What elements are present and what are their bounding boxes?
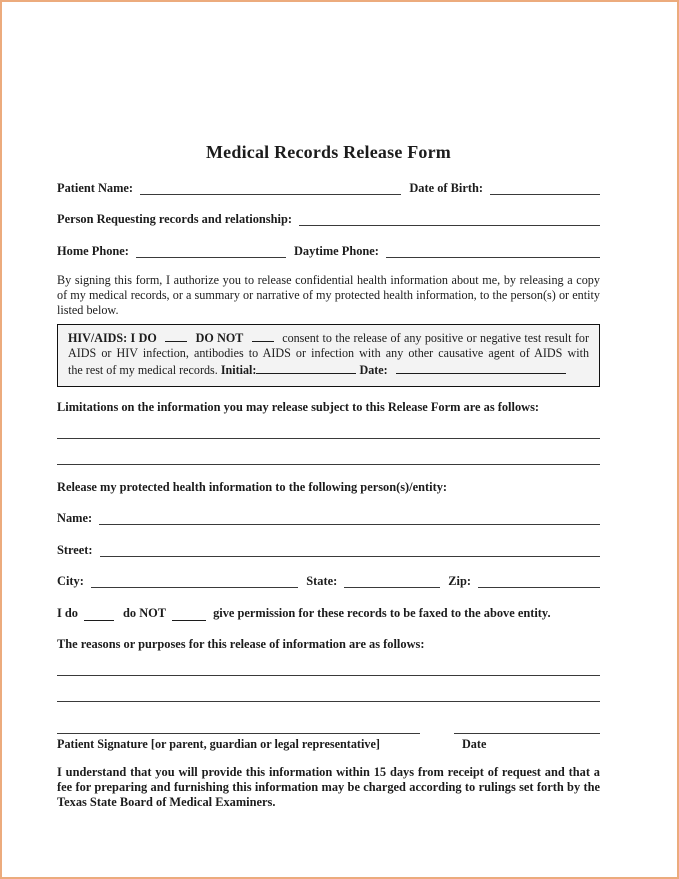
fax-do-not-label: do NOT (123, 605, 167, 620)
fax-permission-row (57, 606, 600, 621)
hiv-date-label: Date: (359, 362, 388, 377)
reasons-blank-line-1[interactable] (57, 675, 600, 676)
hiv-do-not-label: DO NOT (195, 330, 244, 345)
limitations-blank-line-2[interactable] (57, 464, 600, 465)
recipient-city-blank[interactable] (91, 575, 298, 588)
signature-blank-line[interactable] (57, 733, 420, 734)
recipient-city-state-zip-row (57, 574, 600, 589)
hiv-date-blank[interactable] (396, 362, 566, 374)
home-phone-label: Home Phone: (57, 243, 129, 258)
recipient-zip-blank[interactable] (478, 575, 600, 588)
form-title: Medical Records Release Form (205, 142, 451, 162)
form-content (57, 2, 600, 811)
authorization-paragraph: By signing this form, I authorize you to release confidential health information about me, by releasing a copy of my medical records, or a summary or narrative of my protected health information, to the person(s) or entity listed below. (57, 272, 600, 318)
signature-column (57, 733, 420, 752)
hiv-initial-blank[interactable] (256, 362, 356, 374)
home-phone-blank[interactable] (136, 245, 286, 258)
reasons-heading: The reasons or purposes for this release of information are as follows: (57, 636, 425, 651)
recipient-name-row (57, 511, 600, 526)
limitations-heading: Limitations on the information you may release subject to this Release Form are as follows: (57, 399, 540, 414)
signature-label: Patient Signature [or parent, guardian or legal representative] (57, 736, 380, 751)
hiv-consent-text-1: consent to the release of any positive or negative test result for (282, 330, 589, 345)
hiv-line-1 (68, 330, 589, 347)
reasons-blank-line-2[interactable] (57, 701, 600, 702)
fax-do-not-blank[interactable] (172, 609, 206, 621)
patient-name-blank[interactable] (140, 182, 401, 195)
recipient-state-label: State: (306, 574, 338, 588)
hiv-consent-text-2: AIDS or HIV infection, antibodies to AIDS or infection with any other causative agent of AIDS with (68, 346, 589, 361)
date-of-birth-label: Date of Birth: (409, 180, 483, 195)
date-of-birth-blank[interactable] (490, 182, 600, 195)
hiv-i-do-blank[interactable] (165, 330, 187, 342)
signature-date-label: Date (462, 736, 487, 751)
hiv-i-do-label: I DO (130, 330, 157, 345)
fax-i-do-label: I do (57, 605, 79, 620)
fax-permission-text: give permission for these records to be faxed to the above entity. (213, 605, 551, 620)
hiv-line-3 (68, 362, 589, 379)
daytime-phone-label: Daytime Phone: (293, 243, 379, 258)
recipient-state-blank[interactable] (344, 575, 440, 588)
hiv-do-not-blank[interactable] (252, 330, 274, 342)
hiv-line-2 (68, 346, 589, 362)
signature-date-blank-line[interactable] (454, 733, 600, 734)
recipient-street-row (57, 543, 600, 558)
hiv-heading: HIV/AIDS: (68, 330, 128, 345)
signature-area (57, 733, 600, 752)
footer-paragraph: I understand that you will provide this information within 15 days from receipt of request and that a fee for preparing and furnishing this information may be charged according to rulings set forth by the Texas State Board of Medical Examiners. (57, 764, 600, 810)
person-requesting-blank[interactable] (299, 213, 600, 226)
signature-date-column (454, 733, 600, 752)
daytime-phone-blank[interactable] (386, 245, 600, 258)
patient-name-label: Patient Name: (57, 180, 134, 195)
phone-row (57, 244, 600, 259)
patient-name-row (57, 181, 600, 196)
recipient-zip-label: Zip: (448, 574, 471, 588)
recipient-name-blank[interactable] (99, 512, 600, 525)
hiv-initial-label: Initial: (220, 362, 257, 377)
recipient-street-label: Street: (57, 542, 93, 557)
release-heading: Release my protected health information to the following person(s)/entity: (57, 479, 448, 494)
limitations-blank-line-1[interactable] (57, 438, 600, 439)
person-requesting-row (57, 212, 600, 227)
fax-i-do-blank[interactable] (84, 609, 114, 621)
hiv-consent-text-3: the rest of my medical records. (68, 362, 218, 377)
recipient-city-label: City: (57, 574, 84, 588)
hiv-consent-box (57, 324, 600, 387)
person-requesting-label: Person Requesting records and relationship: (57, 212, 292, 226)
recipient-name-label: Name: (57, 511, 93, 525)
recipient-street-blank[interactable] (100, 544, 600, 557)
